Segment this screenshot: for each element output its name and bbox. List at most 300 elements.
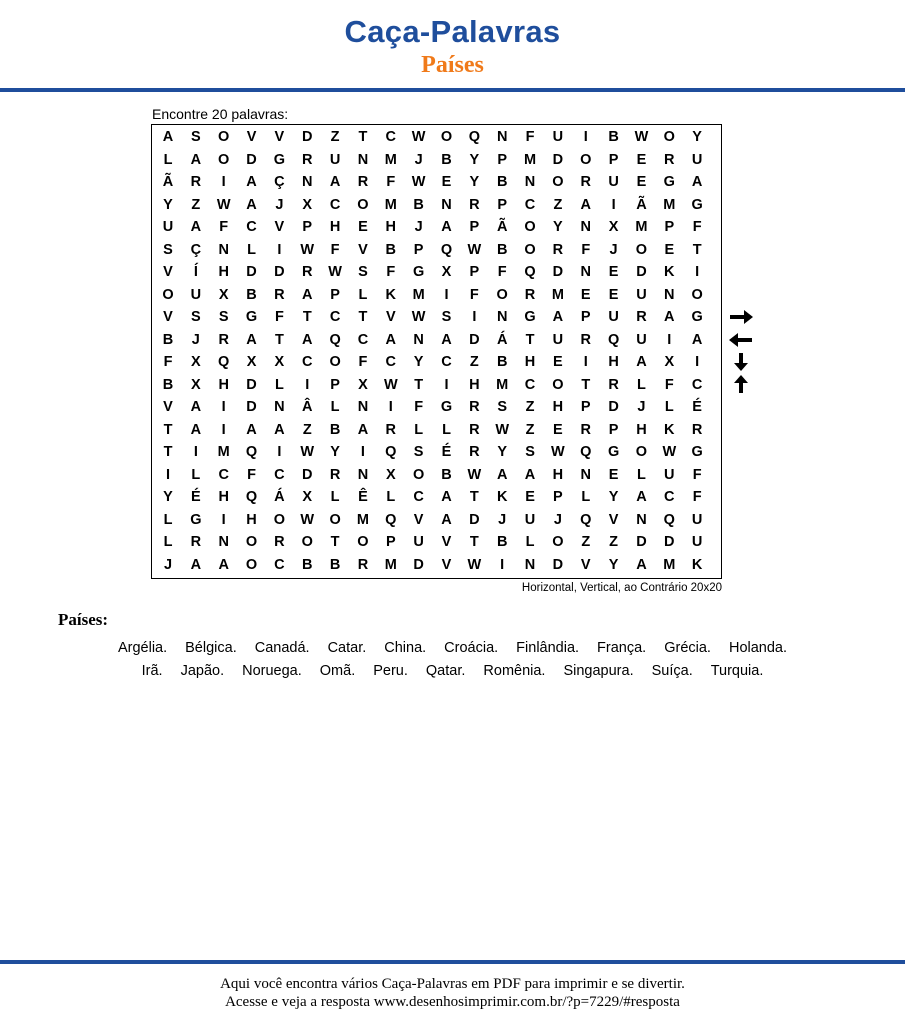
grid-cell: S <box>191 309 201 325</box>
grid-cell: I <box>221 399 226 415</box>
grid-cell: P <box>469 264 480 280</box>
grid-cell: V <box>441 534 452 550</box>
grid-cell: M <box>524 151 537 168</box>
grid-cell: Q <box>329 331 341 348</box>
grid-cell: M <box>635 219 648 235</box>
grid-cell: G <box>413 264 425 280</box>
grid-cell: Z <box>191 196 201 213</box>
grid-cell: J <box>275 196 284 213</box>
grid-cell: D <box>413 556 424 573</box>
grid-cell: A <box>302 286 313 303</box>
grid-cell: F <box>163 354 173 370</box>
grid-cell: L <box>358 286 368 303</box>
grid-cell: U <box>190 286 202 303</box>
grid-cell: E <box>553 421 563 438</box>
grid-cell: A <box>218 556 229 573</box>
grid-cell: A <box>496 466 508 483</box>
grid-cell: R <box>190 534 202 550</box>
grid-cell: N <box>664 286 675 303</box>
grid-cell: T <box>581 376 591 393</box>
grid-cell: D <box>608 399 619 415</box>
grid-cell: A <box>385 331 397 348</box>
grid-cell: P <box>385 534 396 550</box>
grid-cell: M <box>412 286 425 303</box>
word-item: Grécia. <box>664 640 711 656</box>
grid-cell: T <box>525 331 535 348</box>
grid-cell: N <box>580 264 591 280</box>
grid-cell: O <box>440 129 453 145</box>
grid-cell: V <box>358 241 368 258</box>
grid-cell: B <box>162 376 174 393</box>
grid-cell: L <box>274 376 284 393</box>
grid-cell: Q <box>440 241 453 258</box>
grid-cell: D <box>469 511 480 528</box>
grid-cell: X <box>385 466 396 483</box>
grid-cell: Á <box>496 331 508 348</box>
grid-cell: X <box>608 219 619 235</box>
grid-cell: F <box>525 129 535 145</box>
word-item: Finlândia. <box>516 640 580 656</box>
grid-cell: A <box>441 489 452 505</box>
grid-cell: Y <box>497 444 508 460</box>
grid-cell: U <box>664 466 675 483</box>
grid-cell: V <box>385 309 396 325</box>
grid-cell: Z <box>609 534 619 550</box>
arrow-up-icon <box>728 374 754 394</box>
grid-cell: C <box>218 466 229 483</box>
grid-cell: T <box>692 241 702 258</box>
grid-cell: A <box>691 174 703 190</box>
grid-cell: M <box>384 151 397 168</box>
word-item: Peru. <box>373 663 408 679</box>
grid-cell: A <box>274 421 285 438</box>
grid-cell: R <box>218 331 229 348</box>
grid-cell: K <box>496 489 508 505</box>
grid-cell: V <box>441 556 452 573</box>
grid-cell: L <box>442 421 451 438</box>
grid-cell: R <box>274 534 285 550</box>
grid-cell: P <box>553 489 563 505</box>
grid-cell: E <box>608 264 619 280</box>
grid-cell: F <box>692 466 702 483</box>
grid-cell: O <box>552 534 564 550</box>
grid-cell: S <box>358 264 368 280</box>
grid-cell: W <box>411 309 426 325</box>
grid-cell: Z <box>525 421 535 438</box>
grid-cell: P <box>413 241 424 258</box>
grid-cell: Í <box>193 264 198 280</box>
grid-cell: C <box>524 196 536 213</box>
grid-cell: Q <box>385 511 397 528</box>
grid-cell: I <box>388 399 393 415</box>
grid-cell: F <box>358 354 368 370</box>
grid-cell: W <box>662 444 677 460</box>
grid-cell: I <box>193 444 198 460</box>
grid-cell: J <box>191 331 200 348</box>
grid-cell: F <box>692 489 702 505</box>
grid-cell: N <box>357 151 369 168</box>
grid-cell: O <box>162 286 174 303</box>
grid-cell: O <box>496 286 508 303</box>
grid-cell: T <box>358 309 368 325</box>
grid-cell: V <box>413 511 424 528</box>
grid-cell: N <box>413 331 424 348</box>
grid-cell: D <box>246 399 257 415</box>
grid-cell: A <box>357 421 369 438</box>
grid-caption: Horizontal, Vertical, ao Contrário 20x20 <box>521 582 722 594</box>
grid-cell: T <box>302 309 312 325</box>
grid-cell: Y <box>163 196 173 213</box>
grid-cell: M <box>496 376 509 393</box>
grid-cell: H <box>218 489 229 505</box>
grid-cell: I <box>221 174 226 190</box>
grid-cell: R <box>664 151 675 168</box>
grid-cell: E <box>636 174 647 190</box>
grid-cell: D <box>274 264 285 280</box>
puzzle-instruction: Encontre 20 palavras: <box>152 106 289 122</box>
grid-cell: A <box>329 174 341 190</box>
arrow-down-icon <box>728 352 754 372</box>
grid-cell: Q <box>245 444 258 460</box>
grid-cell: M <box>384 556 397 573</box>
grid-cell: W <box>300 241 315 258</box>
grid-cell: D <box>302 466 313 483</box>
grid-cell: L <box>163 511 173 528</box>
grid-cell: U <box>608 174 619 190</box>
grid-cell: A <box>636 354 647 370</box>
grid-cell: B <box>496 354 508 370</box>
grid-cell: C <box>385 129 397 145</box>
grid-cell: A <box>302 331 313 348</box>
grid-cell: S <box>413 444 424 460</box>
grid-cell: E <box>608 466 619 483</box>
grid-cell: X <box>246 354 257 370</box>
grid-cell: E <box>553 354 563 370</box>
word-item: Romênia. <box>483 663 546 679</box>
grid-cell: J <box>637 399 646 415</box>
page-subtitle: Países <box>421 52 484 78</box>
grid-cell: I <box>444 376 449 393</box>
grid-cell: A <box>524 466 536 483</box>
grid-cell: E <box>636 151 647 168</box>
grid-cell: F <box>219 219 229 235</box>
grid-cell: V <box>163 399 173 415</box>
word-item: Turquia. <box>710 663 764 679</box>
grid-cell: W <box>634 129 649 145</box>
grid-cell: A <box>552 309 564 325</box>
grid-cell: C <box>274 466 285 483</box>
grid-cell: I <box>360 444 365 460</box>
grid-cell: I <box>277 241 282 258</box>
grid-cell: R <box>190 174 202 190</box>
grid-cell: Z <box>330 129 340 145</box>
grid-cell: H <box>218 264 229 280</box>
grid-cell: Q <box>245 489 258 505</box>
grid-cell: D <box>246 151 257 168</box>
grid-cell: Ã <box>636 196 647 213</box>
grid-cell: N <box>524 556 536 573</box>
grid-cell: A <box>636 556 647 573</box>
grid-cell: N <box>496 309 508 325</box>
grid-cell: F <box>414 399 424 415</box>
grid-cell: G <box>691 444 703 460</box>
grid-cell: Q <box>663 511 675 528</box>
grid-cell: U <box>524 511 536 528</box>
grid-cell: F <box>247 466 256 483</box>
grid-cell: B <box>441 151 452 168</box>
grid-cell: X <box>191 376 201 393</box>
grid-cell: D <box>552 556 564 573</box>
word-item: Irã. <box>141 663 163 679</box>
grid-cell: P <box>608 151 619 168</box>
grid-cell: H <box>246 511 257 528</box>
grid-cell: K <box>664 421 675 438</box>
grid-cell: L <box>163 151 173 168</box>
grid-cell: D <box>636 534 647 550</box>
grid-cell: Q <box>607 331 620 348</box>
grid-cell: I <box>221 421 226 438</box>
grid-cell: O <box>329 511 341 528</box>
grid-cell: A <box>246 174 257 190</box>
footer-line: Aqui você encontra vários Caça-Palavras em PDF para imprimir e se divertir. <box>220 976 685 992</box>
arrow-left-icon <box>728 330 754 350</box>
grid-cell: I <box>695 264 700 280</box>
grid-cell: Q <box>524 264 536 280</box>
grid-cell: K <box>664 264 675 280</box>
grid-cell: Y <box>553 219 563 235</box>
grid-cell: D <box>552 151 564 168</box>
grid-cell: V <box>246 129 257 145</box>
grid-cell: A <box>691 331 703 348</box>
grid-cell: G <box>440 399 453 415</box>
grid-cell: D <box>246 376 257 393</box>
grid-cell: T <box>358 129 368 145</box>
grid-cell: X <box>441 264 452 280</box>
grid-cell: Z <box>553 196 563 213</box>
grid-cell: I <box>583 129 588 145</box>
grid-cell: V <box>580 556 591 573</box>
grid-cell: D <box>552 264 564 280</box>
grid-cell: Q <box>580 444 592 460</box>
grid-cell: Y <box>413 354 424 370</box>
grid-cell: U <box>552 129 564 145</box>
grid-cell: R <box>469 444 480 460</box>
grid-cell: M <box>384 196 397 213</box>
grid-cell: M <box>663 556 676 573</box>
grid-cell: O <box>580 151 592 168</box>
word-item: Croácia. <box>444 640 499 656</box>
grid-cell: R <box>580 331 591 348</box>
word-item: França. <box>597 640 647 656</box>
grid-cell: W <box>411 174 426 190</box>
grid-cell: I <box>667 331 672 348</box>
grid-cell: A <box>162 129 174 145</box>
grid-cell: G <box>245 309 258 325</box>
grid-cell: Ç <box>190 241 202 258</box>
grid-cell: U <box>636 286 647 303</box>
grid-cell: R <box>357 556 369 573</box>
grid-cell: H <box>608 354 619 370</box>
grid-cell: A <box>441 511 452 528</box>
grid-cell: R <box>691 421 703 438</box>
grid-cell: B <box>608 129 619 145</box>
grid-cell: P <box>302 219 313 235</box>
grid-cell: W <box>300 511 315 528</box>
grid-cell: R <box>552 241 564 258</box>
grid-cell: J <box>498 511 507 528</box>
grid-cell: X <box>274 354 285 370</box>
grid-cell: V <box>163 264 173 280</box>
grid-cell: N <box>357 466 369 483</box>
grid-cell: A <box>190 421 202 438</box>
grid-cell: U <box>691 151 703 168</box>
grid-cell: F <box>274 309 284 325</box>
grid-cell: A <box>580 196 591 213</box>
grid-cell: R <box>469 421 480 438</box>
grid-cell: C <box>274 556 285 573</box>
word-list-heading: Países: <box>58 610 109 629</box>
grid-cell: C <box>413 489 424 505</box>
grid-cell: O <box>691 286 703 303</box>
grid-cell: H <box>385 219 397 235</box>
grid-cell: A <box>246 196 257 213</box>
grid-cell: P <box>469 219 480 235</box>
grid-cell: Y <box>608 489 619 505</box>
grid-cell: G <box>273 151 286 168</box>
grid-cell: X <box>302 196 313 213</box>
grid-cell: O <box>245 556 258 573</box>
grid-cell: C <box>329 196 341 213</box>
grid-cell: U <box>691 511 703 528</box>
grid-cell: O <box>663 129 675 145</box>
word-item: Qatar. <box>425 663 466 679</box>
word-item: Noruega. <box>242 663 302 679</box>
grid-cell: T <box>414 376 424 393</box>
grid-cell: B <box>441 466 452 483</box>
grid-cell: D <box>302 129 313 145</box>
grid-cell: P <box>580 399 591 415</box>
grid-cell: R <box>469 399 480 415</box>
grid-cell: N <box>274 399 285 415</box>
grid-cell: C <box>691 376 703 393</box>
grid-cell: H <box>469 376 480 393</box>
grid-cell: Z <box>525 399 535 415</box>
grid-cell: S <box>191 129 201 145</box>
grid-cell: B <box>413 196 424 213</box>
grid-cell: B <box>162 331 174 348</box>
grid-cell: G <box>691 309 703 325</box>
grid-cell: O <box>357 534 369 550</box>
grid-cell: M <box>551 286 564 303</box>
grid-cell: A <box>441 331 452 348</box>
grid-cell: A <box>190 556 202 573</box>
grid-cell: A <box>190 219 202 235</box>
grid-cell: T <box>330 534 340 550</box>
grid-cell: L <box>637 376 646 393</box>
grid-cell: L <box>247 241 256 258</box>
grid-cell: H <box>524 354 536 370</box>
grid-cell: U <box>608 309 619 325</box>
grid-cell: Y <box>608 556 619 573</box>
grid-cell: L <box>581 489 591 505</box>
page-title: Caça-Palavras <box>344 14 561 49</box>
grid-cell: K <box>385 286 397 303</box>
grid-cell: A <box>636 489 647 505</box>
grid-cell: A <box>246 421 257 438</box>
grid-cell: I <box>305 376 310 393</box>
grid-cell: W <box>383 376 398 393</box>
grid-cell: W <box>216 196 231 213</box>
grid-cell: P <box>608 421 619 438</box>
grid-cell: M <box>663 196 676 213</box>
grid-cell: R <box>274 286 285 303</box>
grid-cell: F <box>469 286 479 303</box>
grid-cell: W <box>300 444 315 460</box>
grid-cell: X <box>358 376 368 393</box>
grid-cell: B <box>385 241 397 258</box>
grid-cell: W <box>467 466 482 483</box>
grid-cell: U <box>329 151 341 168</box>
grid-cell: T <box>163 421 173 438</box>
footer-divider <box>0 960 905 964</box>
grid-cell: N <box>524 174 536 190</box>
grid-cell: Z <box>469 354 479 370</box>
grid-cell: O <box>218 151 230 168</box>
grid-cell: U <box>552 331 564 348</box>
grid-cell: C <box>385 354 397 370</box>
header-divider <box>0 88 905 92</box>
grid-cell: W <box>411 129 426 145</box>
grid-cell: U <box>413 534 424 550</box>
grid-cell: G <box>607 444 620 460</box>
grid-cell: N <box>218 534 229 550</box>
grid-cell: Y <box>330 444 340 460</box>
grid-cell: B <box>496 174 508 190</box>
grid-cell: N <box>218 241 229 258</box>
grid-cell: S <box>441 309 452 325</box>
grid-cell: O <box>413 466 425 483</box>
grid-cell: R <box>580 174 591 190</box>
grid-cell: L <box>525 534 535 550</box>
grid-cell: O <box>635 241 648 258</box>
word-item: Japão. <box>180 663 225 679</box>
grid-cell: J <box>609 241 618 258</box>
grid-cell: P <box>497 196 508 213</box>
grid-cell: E <box>664 241 675 258</box>
grid-cell: R <box>636 309 647 325</box>
grid-cell: D <box>636 264 647 280</box>
grid-cell: C <box>664 489 675 505</box>
grid-cell: E <box>525 489 535 505</box>
grid-cell: R <box>385 421 397 438</box>
grid-cell: F <box>386 264 396 280</box>
word-item: Catar. <box>327 640 367 656</box>
grid-cell: J <box>163 556 173 573</box>
grid-cell: P <box>497 151 508 168</box>
grid-cell: U <box>691 534 703 550</box>
grid-cell: L <box>386 489 396 505</box>
grid-cell: R <box>524 286 536 303</box>
grid-cell: L <box>637 466 646 483</box>
grid-cell: N <box>302 174 313 190</box>
grid-cell: R <box>608 376 619 393</box>
grid-cell: R <box>580 421 591 438</box>
word-list-row <box>0 640 905 656</box>
grid-cell: I <box>611 196 616 213</box>
grid-cell: W <box>467 241 482 258</box>
grid-cell: Ê <box>358 489 368 505</box>
grid-cell: I <box>500 556 505 573</box>
